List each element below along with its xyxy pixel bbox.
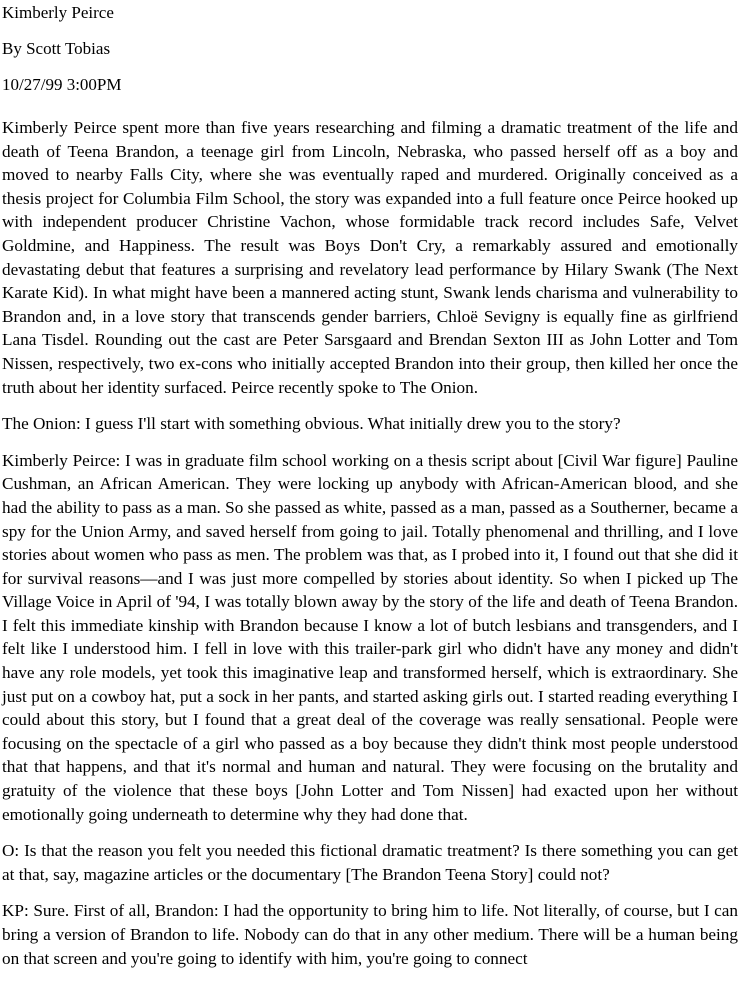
paragraph-question-2: O: Is that the reason you felt you needed this fictional dramatic treatment? Is there something you can get at that, say, magazine articles or the documentary [The Brandon Teena Story] could not? [2,841,738,884]
paragraph-answer-1: Kimberly Peirce: I was in graduate film school working on a thesis script about [Civil War figure] Pauline Cushman, an African American. They were locking up anybody with African-American blood, and she had the ability to pass as a man. So she passed as white, passed as a man, passed as a Southerner, became a spy for the Union Army, and saved herself from going to jail. Totally phenomenal and thrilling, and I love stories about women who pass as men. The problem was that, as I probed into it, I found out that she did it for survival reasons—and I was just more compelled by stories about identity. So when I picked up The Village Voice in April of '94, I was totally blown away by the story of the life and death of Teena Brandon. I felt this immediate kinship with Brandon because I know a lot of butch lesbians and transgenders, and I felt like I understood him. I fell in love with this trailer-park girl who didn't have any money and didn't have any role models, yet took this imaginative leap and transformed herself, which is extraordinary. She just put on a cowboy hat, put a sock in her pants, and started asking girls out. I started reading everything I could about this story, but I found that a great deal of the coverage was really sensational. People were focusing on the spectacle of a girl who passed as a boy because they didn't think most people understood that that happens, and that it's normal and human and natural. They were focusing on the brutality and gratuity of the violence that these boys [John Lotter and Tom Nissen] had exacted upon her without emotionally going underneath to determine why they had done that. [2,450,738,824]
article-title: Kimberly Peirce [2,3,114,22]
article-body [2,103,738,970]
paragraph-intro: Kimberly Peirce spent more than five years researching and filming a dramatic treatment of the life and death of Teena Brandon, a teenage girl from Lincoln, Nebraska, who passed herself off as a boy and moved to nearby Falls City, where she was eventually raped and murdered. Originally conceived as a thesis project for Columbia Film School, the story was expanded into a full feature once Peirce hooked up with independent producer Christine Vachon, whose formidable track record includes Safe, Velvet Goldmine, and Happiness. The result was Boys Don't Cry, a remarkably assured and emotionally devastating debut that features a surprising and revelatory lead performance by Hilary Swank (The Next Karate Kid). In what might have been a mannered acting stunt, Swank lends charisma and vulnerability to Brandon and, in a love story that transcends gender barriers, Chloë Sevigny is equally fine as girlfriend Lana Tisdel. Rounding out the cast are Peter Sarsgaard and Brendan Sexton III as John Lotter and Tom Nissen, respectively, two ex-cons who initially accepted Brandon into their group, then killed her once the truth about her identity surfaced. Peirce recently spoke to The Onion. [2,118,738,397]
article-timestamp: 10/27/99 3:00PM [2,75,122,94]
paragraph-answer-2: KP: Sure. First of all, Brandon: I had the opportunity to bring him to life. Not literally, of course, but I can bring a version of Brandon to life. Nobody can do that in any other medium. There will be a human being on that screen and you're going to identify with him, you're going to connect [2,901,738,968]
paragraph-question-1: The Onion: I guess I'll start with something obvious. What initially drew you to the story? [2,414,621,434]
article-byline: By Scott Tobias [2,39,111,58]
